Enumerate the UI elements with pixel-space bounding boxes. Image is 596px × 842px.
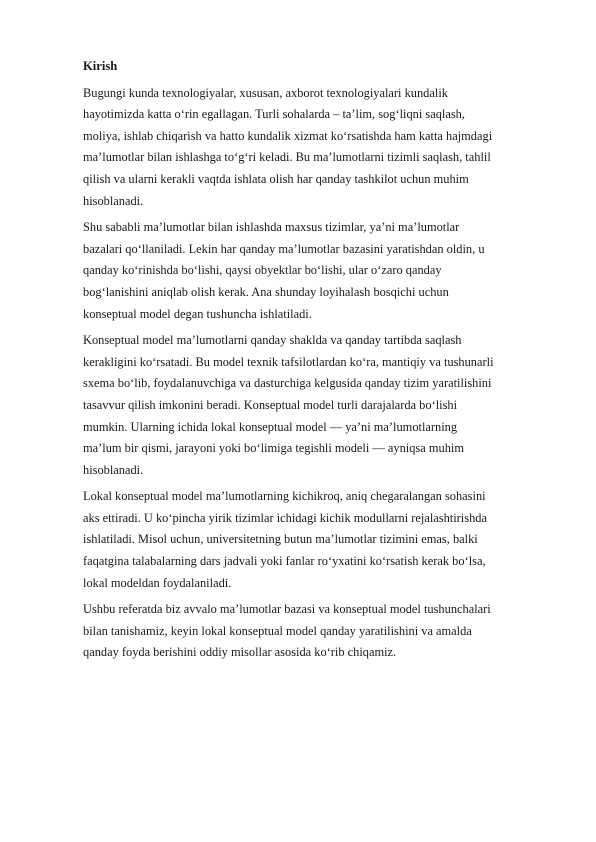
paragraph-line: ma’lum bir qismi, jarayoni yoki bo‘limiga tegishli modeli — ayniqsa muhim [83,441,464,456]
paragraph [83,217,547,325]
paragraph-line: hisoblanadi. [83,193,144,208]
paragraph-line: moliya, ishlab chiqarish va hatto kundalik xizmat ko‘rsatishda ham katta hajmdagi [83,128,493,143]
paragraph [83,330,547,481]
paragraph-line: mumkin. Ularning ichida lokal konseptual model — ya’ni ma’lumotlarning [83,419,458,434]
paragraph-line: konseptual model degan tushuncha ishlatiladi. [83,306,312,321]
section-heading: Kirish [83,59,118,73]
paragraph-line: faqatgina talabalarning dars jadvali yoki fanlar ro‘yxatini ko‘rsatish kerak bo‘lsa, [83,554,486,569]
paragraph-line: bilan tanishamiz, keyin lokal konseptual model qanday yaratilishini va amalda [83,623,472,638]
paragraph-line: bazalari qo‘llaniladi. Lekin har qanday ma’lumotlar bazasini yaratishdan oldin, u [83,241,485,256]
paragraph-line: hisoblanadi. [83,462,144,477]
paragraph-line: Shu sababli ma’lumotlar bilan ishlashda maxsus tizimlar, ya’ni ma’lumotlar [83,220,460,235]
paragraph-line: bog‘lanishini aniqlab olish kerak. Ana shunday loyihalash bosqichi uchun [83,284,449,299]
paragraph-line: Ushbu referatda biz avvalo ma’lumotlar bazasi va konseptual model tushunchalari [83,602,491,617]
paragraph-line: ma’lumotlar bilan ishlashga to‘g‘ri keladi. Bu ma’lumotlarni tizimli saqlash, tahlil [83,150,491,165]
paragraph-line: Lokal konseptual model ma’lumotlarning kichikroq, aniq chegaralangan sohasini [83,489,486,504]
paragraph-line: Konseptual model ma’lumotlarni qanday shaklda va qanday tartibda saqlash [83,333,462,348]
paragraph-line: lokal modeldan foydalaniladi. [83,575,232,590]
paragraph-line: sxema bo‘lib, foydalanuvchiga va dasturchiga kelgusida qanday tizim yaratilishini [83,376,492,391]
paragraph-line: qilish va ularni kerakli vaqtda ishlata olish har qanday tashkilot uchun muhim [83,171,469,186]
paragraph [83,599,547,664]
paragraph [83,83,547,213]
paragraph-line: ishlatiladi. Misol uchun, universitetning butun ma’lumotlar tizimini emas, balki [83,532,478,547]
paragraph-line: kerakligini ko‘rsatadi. Bu model texnik tafsilotlardan ko‘ra, mantiqiy va tushunarli [83,354,494,369]
document-body [83,56,547,669]
paragraph-line: tasavvur qilish imkonini beradi. Konseptual model turli darajalarda bo‘lishi [83,397,458,412]
paragraph [83,486,547,594]
paragraph-list [83,83,547,664]
paragraph-line: qanday ko‘rinishda bo‘lishi, qaysi obyektlar bo‘lishi, ular o‘zaro qanday [83,263,442,278]
paragraph-line: qanday foyda berishini oddiy misollar asosida ko‘rib chiqamiz. [83,645,397,660]
paragraph-line: hayotimizda katta o‘rin egallagan. Turli sohalarda – ta’lim, sog‘liqni saqlash, [83,107,465,122]
paragraph-line: Bugungi kunda texnologiyalar, xususan, axborot texnologiyalari kundalik [83,85,448,100]
paragraph-line: aks ettiradi. U ko‘pincha yirik tizimlar ichidagi kichik modullarni rejalashtirishda [83,510,487,525]
